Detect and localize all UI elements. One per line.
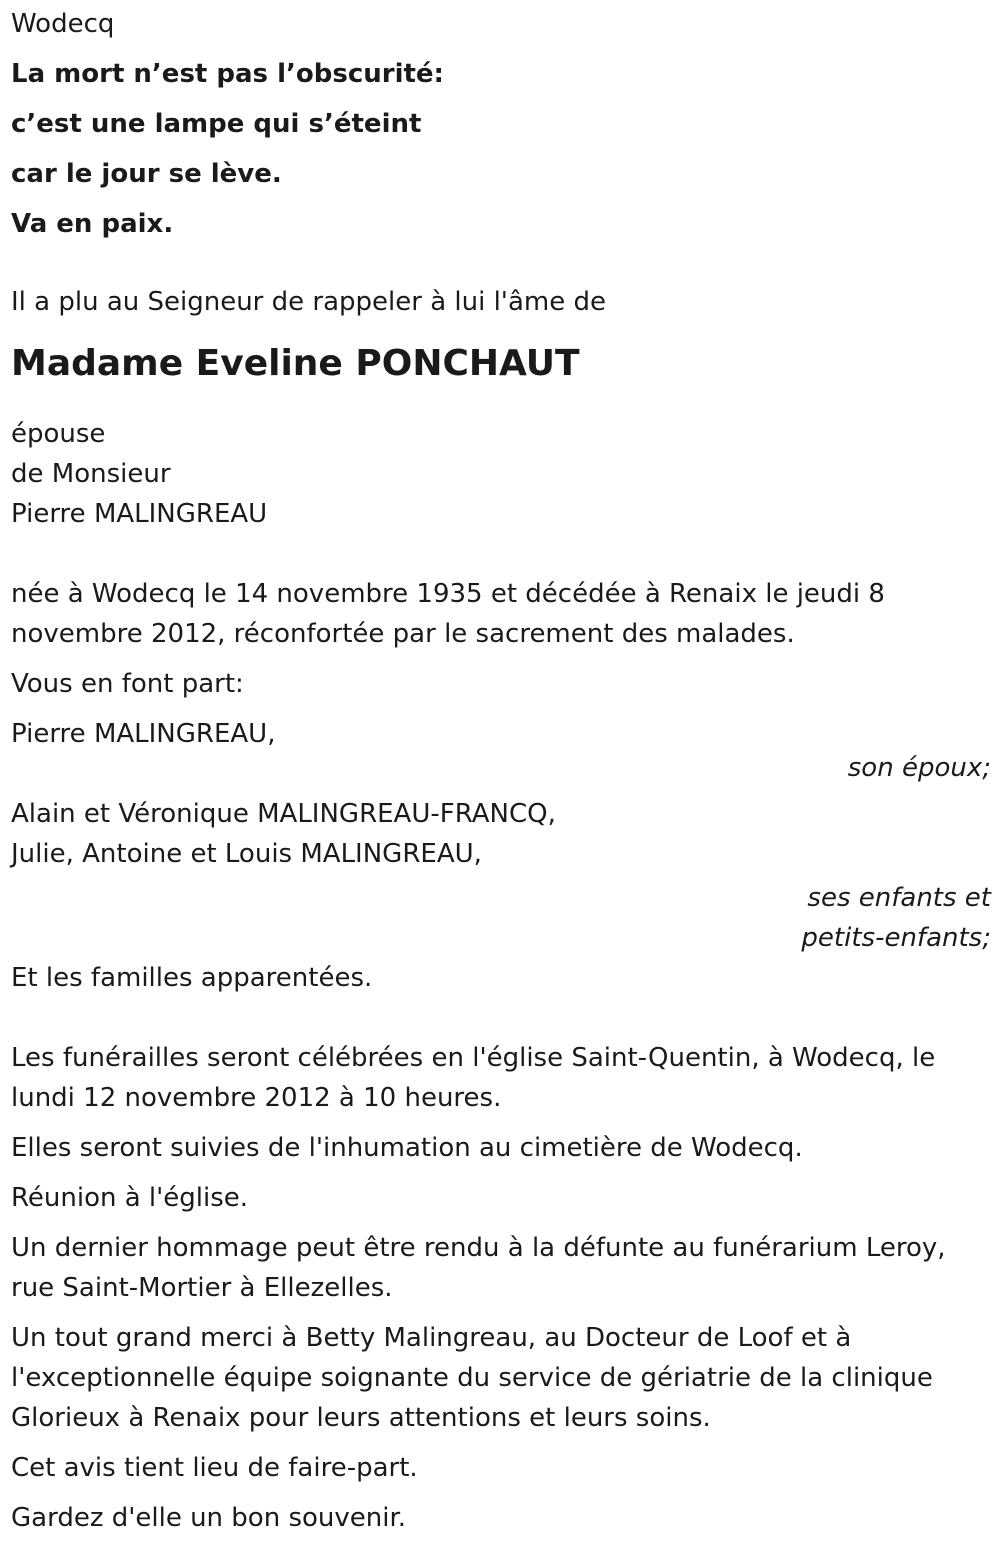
children-role: ses enfants et [807, 883, 991, 913]
burial-text: Elles seront suivies de l'inhumation au cimetière de Wodecq. [11, 1133, 803, 1163]
spouse-line: Pierre MALINGREAU [11, 499, 268, 529]
meeting-text: Réunion à l'église. [11, 1183, 249, 1213]
thanks-line: l'exceptionnelle équipe soignante du service de gériatrie de la clinique [11, 1363, 933, 1393]
tribute-line: Un dernier hommage peut être rendu à la défunte au funérarium Leroy, [11, 1233, 946, 1263]
spouse-role: son époux; [847, 753, 991, 783]
thanks-text [11, 1318, 991, 1438]
spouse-line: de Monsieur [11, 459, 171, 489]
spouse-name: Pierre MALINGREAU, [11, 719, 276, 749]
tribute-text [11, 1228, 991, 1308]
poem-line: car le jour se lève. [11, 159, 282, 189]
birth-death-text [11, 574, 991, 654]
notice-text: Cet avis tient lieu de faire-part. [11, 1453, 418, 1483]
announce-text: Vous en font part: [11, 669, 244, 699]
spouse-line: épouse [11, 419, 106, 449]
birth-death-line: novembre 2012, réconfortée par le sacrement des malades. [11, 619, 795, 649]
poem-line: La mort n’est pas l’obscurité: [11, 59, 444, 89]
funeral-text [11, 1038, 991, 1118]
thanks-line: Glorieux à Renaix pour leurs attentions et leurs soins. [11, 1403, 711, 1433]
poem [11, 54, 991, 244]
intro-text: Il a plu au Seigneur de rappeler à lui l'âme de [11, 287, 606, 317]
poem-line: Va en paix. [11, 209, 174, 239]
closing-text: Gardez d'elle un bon souvenir. [11, 1503, 407, 1533]
thanks-line: Un tout grand merci à Betty Malingreau, au Docteur de Loof et à [11, 1323, 852, 1353]
poem-line: c’est une lampe qui s’éteint [11, 109, 422, 139]
spouse-block [11, 414, 991, 534]
families-text: Et les familles apparentées. [11, 963, 373, 993]
children-line: Julie, Antoine et Louis MALINGREAU, [11, 839, 482, 869]
funeral-line: Les funérailles seront célébrées en l'église Saint-Quentin, à Wodecq, le [11, 1043, 936, 1073]
children-role: petits-enfants; [801, 923, 991, 953]
children-line: Alain et Véronique MALINGREAU-FRANCQ, [11, 799, 556, 829]
birth-death-line: née à Wodecq le 14 novembre 1935 et décédée à Renaix le jeudi 8 [11, 579, 885, 609]
place-heading: Wodecq [11, 9, 115, 39]
funeral-line: lundi 12 novembre 2012 à 10 heures. [11, 1083, 502, 1113]
tribute-line: rue Saint-Mortier à Ellezelles. [11, 1273, 393, 1303]
obituary-notice [11, 4, 991, 1538]
deceased-name: Madame Eveline PONCHAUT [11, 343, 580, 384]
